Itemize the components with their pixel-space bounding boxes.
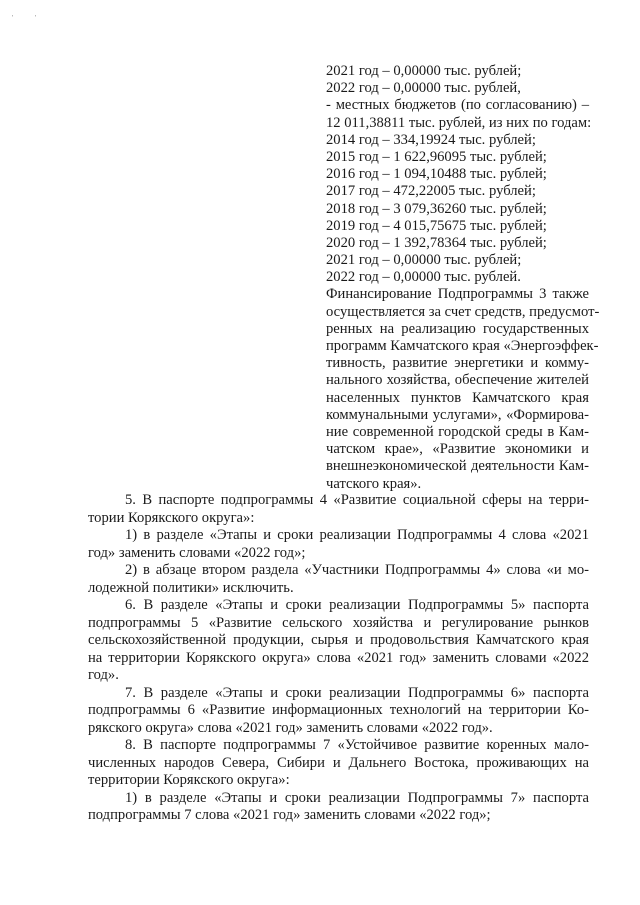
financing-text-line: программ Камчатского края «Энергоэффек- bbox=[326, 338, 599, 354]
financing-line: 2021 год – 0,00000 тыс. рублей; bbox=[326, 63, 522, 79]
financing-text-line: нального хозяйства, обеспечение жителей bbox=[326, 372, 589, 389]
financing-text-line: внешнеэкономической деятельности Кам- bbox=[326, 458, 589, 475]
financing-line: 2020 год – 1 392,78364 тыс. рублей; bbox=[326, 234, 547, 251]
financing-line: 2017 год – 472,22005 тыс. рублей; bbox=[326, 183, 536, 200]
paragraph-line: территории Корякского округа»: bbox=[88, 772, 290, 788]
paragraph-line: 5. В паспорте подпрограммы 4 «Развитие социальной сферы на терри- bbox=[125, 492, 589, 508]
paragraph-line: подпрограммы 6 «Развитие информационных технологий на территории Ко- bbox=[88, 702, 589, 718]
financing-text-line: населенных пунктов Камчатского края bbox=[326, 389, 589, 406]
paragraph-5-item-1 bbox=[88, 527, 589, 562]
financing-text-line: чатском крае», «Развитие экономики и bbox=[326, 441, 589, 458]
financing-column bbox=[326, 63, 600, 493]
paragraph-line: рякского округа» слова «2021 год» заменить словами «2022 год». bbox=[88, 719, 493, 736]
financing-line: 2021 год – 0,00000 тыс. рублей; bbox=[326, 252, 522, 269]
paragraph-7 bbox=[88, 685, 589, 738]
paragraph-line: лодежной политики» исключить. bbox=[88, 579, 294, 596]
paragraph-6 bbox=[88, 597, 589, 685]
paragraph-8 bbox=[88, 737, 589, 790]
paragraph-line: сельскохозяйственной продукции, сырья и продовольствия Камчатского края bbox=[88, 632, 589, 648]
financing-text-line: ние современной городской среды в Кам- bbox=[326, 423, 589, 440]
paragraph-line: численных народов Севера, Сибири и Дальнего Востока, проживающих на bbox=[88, 754, 589, 771]
financing-line: 2016 год – 1 094,10488 тыс. рублей; bbox=[326, 166, 547, 183]
paragraph-line: год» заменить словами «2022 год»; bbox=[88, 544, 306, 561]
financing-text-line: Финансирование Подпрограммы 3 также bbox=[326, 286, 589, 303]
paragraph-line: 8. В паспорте подпрограммы 7 «Устойчивое развитие коренных мало- bbox=[125, 737, 589, 753]
financing-line: 2018 год – 3 079,36260 тыс. рублей; bbox=[326, 200, 547, 217]
paragraph-line: 1) в разделе «Этапы и сроки реализации Подпрограммы 4 слова «2021 bbox=[125, 527, 589, 543]
paragraph-line: 7. В разделе «Этапы и сроки реализации Подпрограммы 6» паспорта bbox=[125, 684, 589, 701]
financing-line: 12 011,38811 тыс. рублей, из них по годам: bbox=[326, 114, 592, 131]
financing-line: 2015 год – 1 622,96095 тыс. рублей; bbox=[326, 148, 547, 165]
paragraph-line: год». bbox=[88, 667, 119, 683]
financing-line: 2014 год – 334,19924 тыс. рублей; bbox=[326, 131, 536, 148]
paragraph-line: 6. В разделе «Этапы и сроки реализации Подпрограммы 5» паспорта bbox=[125, 597, 589, 613]
paragraph-line: 2) в абзаце втором раздела «Участники Подпрограммы 4» слова «и мо- bbox=[125, 562, 589, 578]
paragraph-line: тории Корякского округа»: bbox=[88, 509, 255, 526]
financing-line: 2022 год – 0,00000 тыс. рублей, bbox=[326, 80, 521, 97]
paragraph-5-item-2 bbox=[88, 562, 589, 597]
financing-line: - местных бюджетов (по согласованию) – bbox=[326, 97, 589, 114]
paragraph-8-item-1 bbox=[88, 790, 589, 825]
financing-text-line: коммунальными услугами», «Формирова- bbox=[326, 406, 589, 423]
paragraph-line: подпрограммы 5 «Развитие сельского хозяйства и регулирование рынков bbox=[88, 614, 589, 631]
financing-text-line: тивность, развитие энергетики и комму- bbox=[326, 355, 589, 372]
scan-corner-marks: ' ' bbox=[12, 14, 47, 22]
paragraph-line: подпрограммы 7 слова «2021 год» заменить словами «2022 год»; bbox=[88, 807, 491, 823]
paragraph-line: на территории Корякского округа» слова «2021 год» заменить словами «2022 bbox=[88, 649, 589, 666]
financing-text-line: чатского края». bbox=[326, 475, 422, 492]
financing-line: 2019 год – 4 015,75675 тыс. рублей; bbox=[326, 217, 547, 234]
amendments-body bbox=[88, 492, 589, 825]
paragraph-5 bbox=[88, 492, 589, 527]
paragraph-line: 1) в разделе «Этапы и сроки реализации Подпрограммы 7» паспорта bbox=[125, 789, 589, 806]
financing-text-line: осуществляется за счет средств, предусмот- bbox=[326, 303, 600, 320]
financing-line: 2022 год – 0,00000 тыс. рублей. bbox=[326, 269, 521, 286]
financing-text-line: ренных на реализацию государственных bbox=[326, 320, 589, 337]
